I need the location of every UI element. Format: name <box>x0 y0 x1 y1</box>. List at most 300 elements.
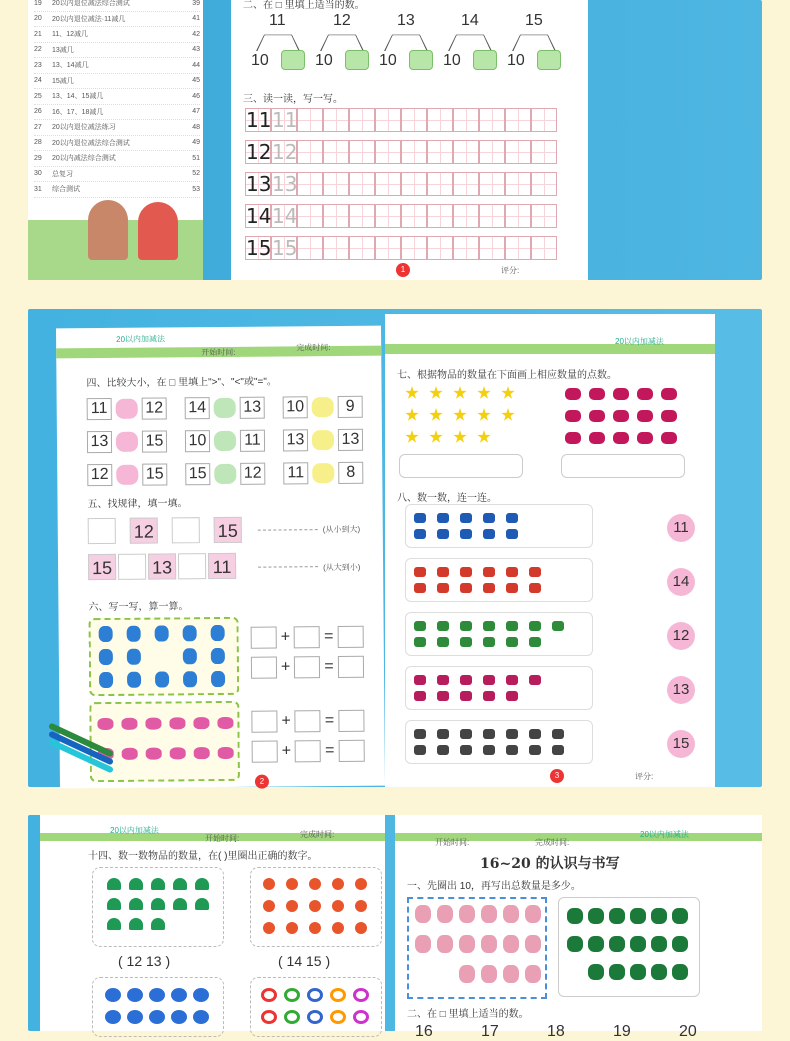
blue-animal-icon <box>127 672 141 688</box>
writing-cell[interactable] <box>505 204 531 228</box>
sequence-2-box[interactable] <box>118 554 146 580</box>
flower-icon <box>286 900 298 912</box>
equation-box[interactable] <box>338 710 364 732</box>
writing-cell[interactable] <box>479 236 505 260</box>
object-icon <box>460 621 472 631</box>
star-icon <box>453 430 467 444</box>
answer-circle[interactable]: 14 <box>667 568 695 596</box>
object-icon <box>414 583 426 593</box>
writing-cell[interactable] <box>297 204 323 228</box>
star-icon <box>429 408 443 422</box>
frog-icon <box>588 936 604 952</box>
score-label: 评分: <box>501 266 520 275</box>
object-icon <box>529 637 541 647</box>
pig-icon <box>525 935 541 953</box>
writing-row <box>245 108 557 132</box>
section-4-title: 四、比较大小，在 □ 里填上">"、"<"或"="。 <box>86 376 277 390</box>
star-icon <box>429 430 443 444</box>
pig-icon <box>459 965 475 983</box>
answer-circle[interactable]: 12 <box>667 622 695 650</box>
writing-cell[interactable] <box>323 140 349 164</box>
hat-icon <box>173 878 187 890</box>
ring-icon <box>353 1010 369 1024</box>
writing-cell[interactable] <box>323 236 349 260</box>
ring-icon <box>330 1010 346 1024</box>
finish-time-label-3: 完成时间: <box>300 830 335 839</box>
toc-title: 15减几 <box>52 77 74 85</box>
object-icon <box>437 637 449 647</box>
decomp-answer-box[interactable] <box>281 50 305 70</box>
compare-left: 11 <box>87 398 112 420</box>
writing-cell[interactable]: 13 <box>272 172 298 196</box>
writing-cell[interactable]: 14 <box>246 204 272 228</box>
blue-animal-icon <box>211 625 225 641</box>
frog-icon <box>630 908 646 924</box>
pig-icon <box>437 905 453 923</box>
compare-item <box>87 397 167 420</box>
star-icon <box>405 430 419 444</box>
leaf-icon <box>171 988 187 1002</box>
worksheet-page-3 <box>385 314 715 787</box>
frog-icon <box>609 964 625 980</box>
pink-rabbit-icon <box>218 747 234 759</box>
toc-title: 20以内退位减法·11减几 <box>52 15 126 23</box>
writing-cell[interactable]: 11 <box>272 108 298 132</box>
flower-icon <box>309 900 321 912</box>
cartoon-boy <box>88 200 128 260</box>
equation-row <box>248 740 369 763</box>
seq2-dash-line <box>258 566 318 568</box>
toc-title: 20以内退位减法练习 <box>52 124 116 132</box>
writing-cell[interactable] <box>479 204 505 228</box>
toc-number: 21 <box>34 30 42 38</box>
compare-item <box>283 462 363 485</box>
writing-cell[interactable] <box>323 204 349 228</box>
flower-icon <box>355 900 367 912</box>
writing-cell[interactable]: 12 <box>246 140 272 164</box>
writing-cell[interactable] <box>297 140 323 164</box>
right-section-2-title: 二、在 □ 里填上适当的数。 <box>407 1009 529 1020</box>
object-icon <box>552 621 564 631</box>
plus-sign: + <box>281 742 292 760</box>
writing-cell[interactable] <box>531 204 557 228</box>
equation-box[interactable] <box>294 656 320 678</box>
compare-right: 15 <box>142 463 167 485</box>
toc-number: 24 <box>34 77 42 85</box>
object-icon <box>529 567 541 577</box>
object-icon <box>483 691 495 701</box>
decomp-part: 10 <box>251 52 269 69</box>
writing-cell[interactable] <box>401 236 427 260</box>
item-row <box>405 504 593 548</box>
toc-row[interactable] <box>34 89 200 105</box>
equation-box[interactable] <box>337 626 363 648</box>
writing-cell[interactable] <box>531 108 557 132</box>
item-row <box>405 558 593 602</box>
compare-right: 13 <box>240 397 265 419</box>
writing-cell[interactable] <box>323 108 349 132</box>
flower-icon <box>355 878 367 890</box>
flowers-box <box>250 867 382 947</box>
writing-cell[interactable] <box>453 204 479 228</box>
branch-lines <box>256 35 300 51</box>
writing-cell[interactable] <box>505 140 531 164</box>
answer-circle[interactable]: 13 <box>667 676 695 704</box>
writing-cell[interactable] <box>505 172 531 196</box>
writing-cell[interactable] <box>427 204 453 228</box>
writing-cell[interactable] <box>297 172 323 196</box>
writing-row <box>245 172 557 196</box>
object-icon <box>460 729 472 739</box>
start-time-label-3: 开始时间: <box>205 834 240 843</box>
item-row <box>405 666 593 710</box>
worksheet-page-2 <box>56 326 385 789</box>
writing-cell[interactable] <box>401 172 427 196</box>
compare-answer-box[interactable] <box>214 398 236 418</box>
writing-cell[interactable] <box>479 108 505 132</box>
object-icon <box>414 513 426 523</box>
object-icon <box>483 583 495 593</box>
writing-cell[interactable] <box>375 140 401 164</box>
equation-box[interactable] <box>338 740 364 762</box>
flower-icon <box>286 922 298 934</box>
toc-title: 20以内退位减法综合测试 <box>52 139 130 147</box>
toc-page: 49 <box>192 139 200 147</box>
compare-answer-box[interactable] <box>116 465 138 485</box>
start-time-label: 开始时间: <box>201 347 236 358</box>
car-icon <box>637 432 653 444</box>
hat-icon <box>151 878 165 890</box>
decomp-part: 10 <box>507 52 525 69</box>
compare-answer-box[interactable] <box>214 431 236 451</box>
page-number-left: 2 <box>255 775 269 789</box>
writing-cell[interactable] <box>401 204 427 228</box>
toc-number: 22 <box>34 46 42 54</box>
toc-number: 27 <box>34 123 42 131</box>
writing-cell[interactable] <box>349 172 375 196</box>
compare-answer-box[interactable] <box>116 432 138 452</box>
branch-lines <box>384 35 428 51</box>
branch-lines <box>512 35 556 51</box>
object-icon <box>506 583 518 593</box>
toc-title: 20以内退位减法综合测试 <box>52 0 130 8</box>
writing-cell[interactable] <box>375 108 401 132</box>
toc-row[interactable] <box>34 58 200 74</box>
bottom-number: 20 <box>679 1023 697 1040</box>
sequence-2-box: 13 <box>148 553 176 579</box>
compare-answer-box[interactable] <box>214 464 236 484</box>
toc-row[interactable] <box>34 120 200 136</box>
frog-icon <box>567 936 583 952</box>
frog-icon <box>567 908 583 924</box>
object-icon <box>483 513 495 523</box>
writing-cell[interactable] <box>375 236 401 260</box>
toc-row[interactable] <box>34 105 200 121</box>
section-5-title: 五、找规律，填一填。 <box>87 498 188 511</box>
pig-icon <box>459 905 475 923</box>
equation-box[interactable] <box>251 657 277 679</box>
writing-cell[interactable] <box>427 236 453 260</box>
colored-pencils <box>46 727 106 777</box>
writing-cell[interactable] <box>453 140 479 164</box>
writing-cell[interactable] <box>427 172 453 196</box>
compare-left: 10 <box>185 430 210 452</box>
toc-row[interactable] <box>34 136 200 152</box>
object-icon <box>506 745 518 755</box>
toc-page: 39 <box>192 0 200 7</box>
hat-icon <box>129 898 143 910</box>
object-icon <box>506 691 518 701</box>
toc-number: 23 <box>34 61 42 69</box>
toc-page <box>28 0 203 280</box>
star-icon <box>405 408 419 422</box>
writing-cell[interactable] <box>297 108 323 132</box>
workbook-photo-1 <box>28 0 762 280</box>
toc-page: 45 <box>192 77 200 85</box>
blue-animals-box <box>89 617 240 696</box>
toc-page: 53 <box>192 185 200 193</box>
compare-item <box>185 430 265 453</box>
writing-cell[interactable]: 12 <box>272 140 298 164</box>
header-logo-4: 20以内加减法 <box>640 830 689 839</box>
writing-cell[interactable] <box>349 236 375 260</box>
hat-icon <box>129 918 143 930</box>
answer-circle[interactable]: 15 <box>667 730 695 758</box>
toc-row[interactable] <box>34 12 200 28</box>
choice-1[interactable]: ( 12 13 ) <box>118 953 171 969</box>
writing-cell[interactable] <box>349 140 375 164</box>
flower-icon <box>332 878 344 890</box>
toc-page: 51 <box>192 154 200 162</box>
compare-answer-box[interactable] <box>312 397 334 417</box>
frog-icon <box>672 908 688 924</box>
sequence-1-box[interactable] <box>88 518 116 544</box>
compare-right: 13 <box>338 429 363 451</box>
sequence-1-box: 15 <box>214 517 242 543</box>
star-icon <box>477 430 491 444</box>
object-icon <box>483 567 495 577</box>
ring-icon <box>261 988 277 1002</box>
decomp-total: 15 <box>525 12 543 29</box>
toc-row[interactable] <box>34 167 200 183</box>
equation-box[interactable] <box>295 740 321 762</box>
bottom-number: 19 <box>613 1023 631 1040</box>
sequence-2-box[interactable] <box>178 553 206 579</box>
writing-cell[interactable] <box>479 172 505 196</box>
equation-box[interactable] <box>295 710 321 732</box>
seq2-note: (从大到小) <box>323 562 361 573</box>
object-icon <box>460 583 472 593</box>
writing-cell[interactable] <box>375 172 401 196</box>
seq1-dash-line <box>258 529 318 531</box>
star-icon <box>453 386 467 400</box>
equation-box[interactable] <box>338 656 364 678</box>
toc-row[interactable] <box>34 151 200 167</box>
choice-2[interactable]: ( 14 15 ) <box>278 953 331 969</box>
hat-icon <box>107 898 121 910</box>
writing-cell[interactable]: 14 <box>272 204 298 228</box>
object-icon <box>460 513 472 523</box>
compare-item <box>87 430 167 453</box>
writing-cell[interactable] <box>401 108 427 132</box>
writing-cell[interactable] <box>427 140 453 164</box>
toc-title: 20以内减法综合测试 <box>52 155 116 163</box>
writing-cell[interactable] <box>531 236 557 260</box>
dot-drawing-box-2[interactable] <box>561 454 685 478</box>
frog-icon <box>588 908 604 924</box>
page-title: 16~20 的认识与书写 <box>480 856 620 872</box>
branch-lines <box>320 35 364 51</box>
toc-row[interactable] <box>34 0 200 12</box>
writing-row <box>245 204 557 228</box>
decomp-answer-box[interactable] <box>409 50 433 70</box>
toc-number: 25 <box>34 92 42 100</box>
branch-lines <box>448 35 492 51</box>
start-time-label-4: 开始时间: <box>435 838 470 847</box>
compare-answer-box[interactable] <box>312 430 334 450</box>
writing-cell[interactable] <box>349 204 375 228</box>
star-icon <box>501 386 515 400</box>
frog-icon <box>630 964 646 980</box>
toc-title: 16、17、18减几 <box>52 108 104 116</box>
object-icon <box>506 621 518 631</box>
hat-icon <box>195 898 209 910</box>
compare-answer-box[interactable] <box>116 399 138 419</box>
writing-cell[interactable]: 15 <box>246 236 272 260</box>
blue-animal-icon <box>155 625 169 641</box>
writing-cell[interactable] <box>505 236 531 260</box>
object-icon <box>437 729 449 739</box>
header-logo: 20以内加减法 <box>116 334 166 344</box>
decomp-part: 10 <box>379 52 397 69</box>
blue-animal-icon <box>183 625 197 641</box>
toc-row[interactable] <box>34 43 200 59</box>
object-icon <box>460 637 472 647</box>
object-icon <box>414 529 426 539</box>
toc-row[interactable] <box>34 182 200 198</box>
toc-page: 52 <box>192 170 200 178</box>
compare-right: 12 <box>240 463 265 485</box>
sequence-1-box[interactable] <box>172 517 200 543</box>
item-row <box>405 720 593 764</box>
ring-icon <box>353 988 369 1002</box>
writing-cell[interactable] <box>349 108 375 132</box>
equation-box[interactable] <box>294 626 320 648</box>
decomp-answer-box[interactable] <box>537 50 561 70</box>
writing-cell[interactable] <box>401 140 427 164</box>
decomp-total: 12 <box>333 12 351 29</box>
section-3-title: 三、读一读，写一写。 <box>243 94 343 105</box>
car-icon <box>589 432 605 444</box>
frog-icon <box>609 936 625 952</box>
decomp-part: 10 <box>315 52 333 69</box>
star-icon <box>477 408 491 422</box>
object-icon <box>506 529 518 539</box>
hat-icon <box>195 878 209 890</box>
writing-cell[interactable]: 15 <box>272 236 298 260</box>
object-icon <box>483 621 495 631</box>
object-icon <box>506 637 518 647</box>
equals-sign: = <box>323 628 334 646</box>
pink-rabbit-icon <box>193 717 209 729</box>
pig-icon <box>525 965 541 983</box>
hat-icon <box>151 898 165 910</box>
pig-icon <box>459 935 475 953</box>
writing-cell[interactable] <box>375 204 401 228</box>
writing-cell[interactable] <box>323 172 349 196</box>
writing-cell[interactable] <box>505 108 531 132</box>
writing-cell[interactable] <box>531 172 557 196</box>
plus-sign: + <box>280 658 291 676</box>
pig-icon <box>437 935 453 953</box>
equation-box[interactable] <box>251 627 277 649</box>
writing-cell[interactable] <box>297 236 323 260</box>
writing-cell[interactable] <box>453 172 479 196</box>
frog-icon <box>588 964 604 980</box>
compare-left: 11 <box>283 462 308 484</box>
compare-right: 9 <box>338 396 363 418</box>
object-icon <box>437 529 449 539</box>
leaf-icon <box>127 1010 143 1024</box>
pink-rabbit-icon <box>194 747 210 759</box>
blue-animal-icon <box>127 649 141 665</box>
writing-cell[interactable] <box>453 108 479 132</box>
compare-answer-box[interactable] <box>312 463 334 483</box>
equation-box[interactable] <box>252 741 278 763</box>
writing-cell[interactable] <box>453 236 479 260</box>
blue-animal-icon <box>127 626 141 642</box>
blue-animal-icon <box>183 648 197 664</box>
page-number-right: 3 <box>550 769 564 783</box>
compare-right: 11 <box>240 430 265 452</box>
bottom-number: 16 <box>415 1023 433 1040</box>
ring-icon <box>261 1010 277 1024</box>
decomp-answer-box[interactable] <box>473 50 497 70</box>
writing-cell[interactable] <box>531 140 557 164</box>
car-icon <box>589 410 605 422</box>
toc-page: 44 <box>192 61 200 69</box>
equals-sign: = <box>324 712 335 730</box>
toc-page: 41 <box>192 15 200 23</box>
writing-cell[interactable]: 11 <box>246 108 272 132</box>
decomp-item <box>507 12 567 72</box>
pink-rabbit-icon <box>170 747 186 759</box>
decomp-answer-box[interactable] <box>345 50 369 70</box>
answer-circle[interactable]: 11 <box>667 514 695 542</box>
car-icon <box>565 388 581 400</box>
toc-row[interactable] <box>34 27 200 43</box>
flower-icon <box>309 922 321 934</box>
toc-title: 13、14、15减几 <box>52 93 104 101</box>
writing-cell[interactable] <box>479 140 505 164</box>
pig-icon <box>503 965 519 983</box>
equation-box[interactable] <box>251 711 277 733</box>
pink-rabbit-icon <box>122 748 138 760</box>
flower-icon <box>286 878 298 890</box>
pink-rabbit-icon <box>217 717 233 729</box>
toc-title: 13减几 <box>52 46 74 54</box>
writing-cell[interactable] <box>427 108 453 132</box>
flower-icon <box>263 900 275 912</box>
equation-row <box>247 656 368 679</box>
toc-row[interactable] <box>34 74 200 90</box>
compare-left: 15 <box>185 463 210 485</box>
writing-cell[interactable]: 13 <box>246 172 272 196</box>
dot-drawing-box-1[interactable] <box>399 454 523 478</box>
header-logo-3: 20以内加减法 <box>110 826 159 835</box>
workbook-photo-3 <box>28 815 762 1040</box>
blue-animal-icon <box>211 648 225 664</box>
